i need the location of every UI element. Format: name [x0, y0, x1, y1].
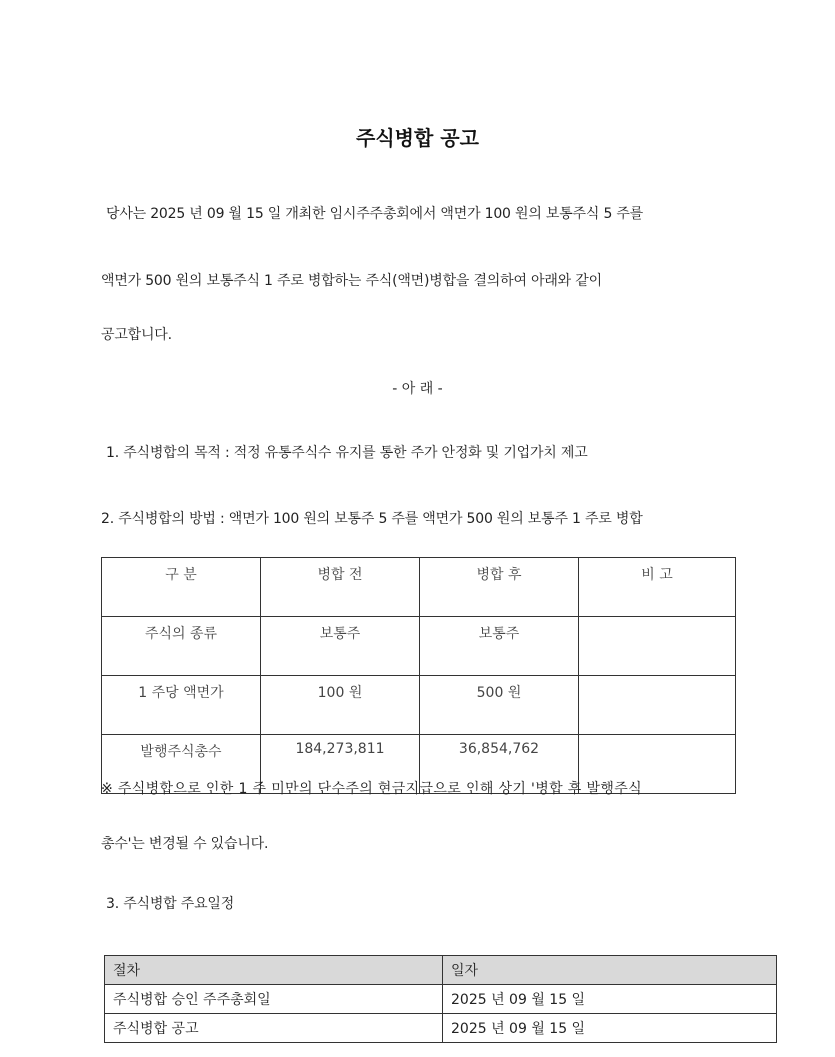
table-row: [105, 1014, 777, 1043]
cell-label: 주식의 종류: [102, 617, 261, 676]
header-procedure: 절차: [105, 956, 443, 985]
notice-title: 주식병합 공고: [356, 126, 479, 150]
table-row: [102, 617, 736, 676]
table-row: [102, 676, 736, 735]
cell-date: 2025 년 09 월 15 일: [443, 985, 777, 1014]
cell-procedure: 주식병합 승인 주주총회일: [105, 985, 443, 1014]
section-1-purpose: 1. 주식병합의 목적 : 적정 유통주식수 유지를 통한 주가 안정화 및 기업가치 제고: [106, 445, 588, 461]
header-after-merge: 병합 후: [420, 558, 579, 617]
cell-remarks: [579, 617, 736, 676]
cell-label: 1 주당 액면가: [102, 676, 261, 735]
cell-after: 500 원: [420, 676, 579, 735]
header-category: 구 분: [102, 558, 261, 617]
section-divider: - 아 래 -: [392, 381, 443, 397]
intro-line-2: 액면가 500 원의 보통주식 1 주로 병합하는 주식(액면)병합을 결의하여 아래와 같이: [101, 273, 602, 289]
section-3-schedule: 3. 주식병합 주요일정: [106, 896, 235, 912]
cell-remarks: [579, 676, 736, 735]
note-line-2: 총수'는 변경될 수 있습니다.: [101, 836, 269, 852]
cell-procedure: 주식병합 공고: [105, 1014, 443, 1043]
schedule-table: [104, 955, 777, 1043]
note-line-1: ※ 주식병합으로 인한 1 주 미만의 단수주의 현금지급으로 인해 상기 '병합 후 발행주식: [101, 781, 642, 797]
table-row: [105, 985, 777, 1014]
intro-line-1: 당사는 2025 년 09 월 15 일 개최한 임시주주총회에서 액면가 100 원의 보통주식 5 주를: [106, 206, 644, 222]
table-header-row: [105, 956, 777, 985]
section-2-method: 2. 주식병합의 방법 : 액면가 100 원의 보통주 5 주를 액면가 500 원의 보통주 1 주로 병합: [101, 511, 643, 527]
intro-line-3: 공고합니다.: [101, 327, 172, 343]
cell-label: 발행주식총수: [102, 735, 261, 794]
cell-before: 100 원: [261, 676, 420, 735]
cell-after: 보통주: [420, 617, 579, 676]
cell-before: 보통주: [261, 617, 420, 676]
header-before-merge: 병합 전: [261, 558, 420, 617]
cell-after: 36,854,762: [420, 735, 579, 794]
header-date: 일자: [443, 956, 777, 985]
cell-date: 2025 년 09 월 15 일: [443, 1014, 777, 1043]
cell-before: 184,273,811: [261, 735, 420, 794]
header-remarks: 비 고: [579, 558, 736, 617]
merge-comparison-table: [101, 557, 736, 794]
table-header-row: [102, 558, 736, 617]
